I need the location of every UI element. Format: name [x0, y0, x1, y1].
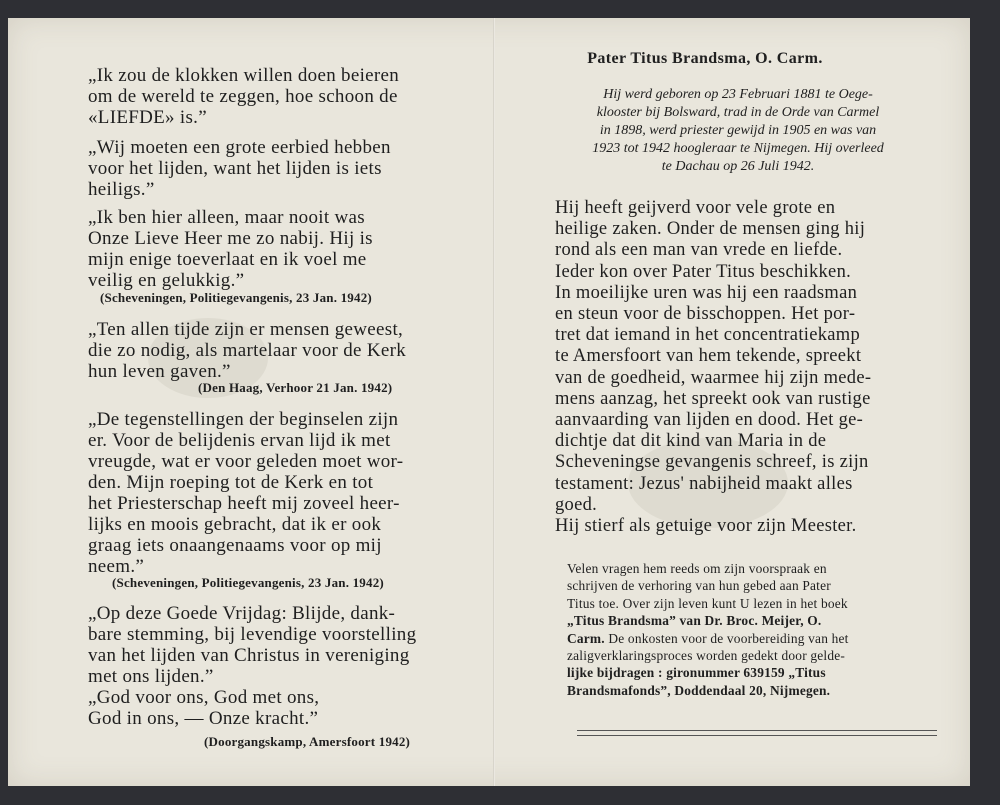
quote-1: „Ik zou de klokken willen doen beieren om de wereld te zeggen, hoe schoon de «LIEFDE» is.”: [88, 65, 400, 128]
quote-6-source: (Doorgangskamp, Amersfoort 1942): [204, 734, 411, 749]
left-page: [8, 18, 493, 786]
divider-line: [577, 730, 937, 731]
quote-6: „Op deze Goede Vrijdag: Blijde, dank- bare stemming, bij levendige voorstelling van het lijden van Christus in vereniging met ons lijden.” „God voor ons, God met ons, God in ons, — Onze kracht.”: [88, 603, 417, 729]
quote-4: „Ten allen tijde zijn er mensen geweest, die zo nodig, als martelaar voor de Kerk hun leven gaven.”: [88, 319, 406, 382]
biography-summary: Hij werd geboren op 23 Februari 1881 te Oege- klooster bij Bolsward, trad in de Orde van Carmel in 1898, werd priester gewijd in 1905 en was van 1923 tot 1942 hoogleraar te Nijmegen. Hij overleed te Dachau op 26 Juli 1942.: [592, 87, 884, 174]
divider-line: [577, 735, 937, 736]
quote-3: „Ik ben hier alleen, maar nooit was Onze Lieve Heer me zo nabij. Hij is mijn enige toeverlaat en ik voel me veilig en gelukkig.”: [88, 207, 373, 291]
right-page: [495, 18, 970, 786]
quote-5-source: (Scheveningen, Politiegevangenis, 23 Jan. 1942): [112, 575, 384, 590]
prayer-card: [8, 18, 970, 786]
donation-details: lijke bijdragen : gironummer 639159 „Titus Brandsmafonds”, Doddendaal 20, Nijmegen.: [567, 665, 831, 698]
tribute-text: Hij heeft geijverd voor vele grote en heilige zaken. Onder de mensen ging hij rond als een man van vrede en liefde. Ieder kon over Pater Titus beschikken. In moeilijke uren was hij een raadsman en steun voor de bisschoppen. Het por- tret dat iemand in het concentratiekamp te Amersfoort van hem tekende, spreekt van de goedheid, waarmee hij zijn mede- mens aanzag, het spreekt ook van rustige aanvaarding van lijden en dood. Het ge- dichtje dat dit kind van Maria in de Scheveningse gevangenis schreef, is zijn testament: Jezus' nabijheid maakt alles goed. Hij stierf als getuige voor zijn Meester.: [555, 198, 872, 537]
quote-3-source: (Scheveningen, Politiegevangenis, 23 Jan. 1942): [100, 290, 372, 305]
note-text-1: Velen vragen hem reeds om zijn voorspraak en schrijven de verhoring van hun gebed aan Pater Titus toe. Over zijn leven kunt U lezen in het boek: [567, 561, 848, 611]
closing-note: [567, 560, 957, 699]
quote-5: „De tegenstellingen der beginselen zijn er. Voor de belijdenis ervan lijd ik met vreugde, wat er voor geleden moet wor- den. Mijn roeping tot de Kerk en tot het Priesterschap heeft mij zoveel heer- lijks en moois gebracht, dat ik er ook graag iets onaangenaams voor op mij neem.”: [88, 409, 404, 577]
note-text-2: De onkosten voor de voorbereiding van het zaligverklaringsproces worden gedekt door gelde-: [567, 630, 849, 664]
quote-2: „Wij moeten een grote eerbied hebben voor het lijden, want het lijden is iets heiligs.”: [88, 137, 391, 200]
book-reference: „Titus Brandsma” van Dr. Broc. Meijer, O. Carm.: [567, 613, 822, 646]
page-title: Pater Titus Brandsma, O. Carm.: [587, 50, 823, 67]
quote-4-source: (Den Haag, Verhoor 21 Jan. 1942): [198, 380, 393, 395]
